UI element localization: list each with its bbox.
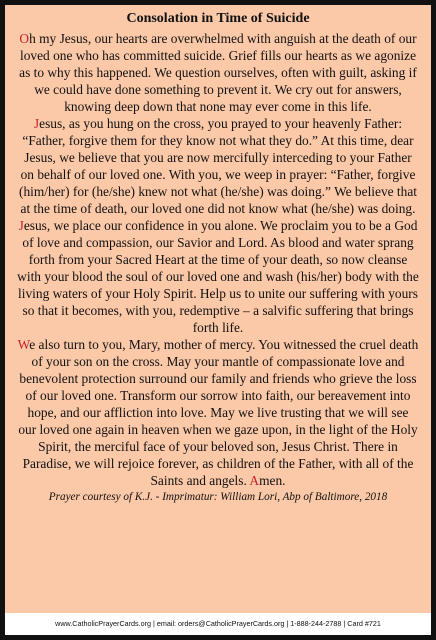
- card-title: Consolation in Time of Suicide: [126, 11, 310, 26]
- red-initial-letter: J: [18, 218, 24, 233]
- prayer-paragraph-2: [17, 115, 419, 217]
- paragraph-text: e also turn to you, Mary, mother of mercy. You witnessed the cruel death of your son on the cross. May your mantle of compassionate love and benevolent protection surround our family and friends who grieve the loss of our loved one. Transform our sorrow into faith, our bereavement into hope, and our affliction into love. May we live trusting that we will see our loved one again in heaven when we gaze upon, in the light of the Holy Spirit, the merciful face of your beloved son, Jesus Christ. There in Paradise, we will rejoice forever, as children of the Father, with all of the Saints and angels.: [18, 337, 419, 488]
- paragraph-text: h my Jesus, our hearts are overwhelmed with anguish at the death of our loved one who has committed suicide. Grief fills our hearts as we agonize as to why this happened. We question ourselves, often with guilt, asking if we could have done something to prevent it. We cry out for answers, knowing deep down that none may ever come in this life.: [19, 31, 417, 114]
- footer-contact-line: www.CatholicPrayerCards.org | email: orders@CatholicPrayerCards.org | 1-888-244-2788 | Card #721: [5, 613, 431, 635]
- prayer-paragraph-1: [17, 30, 419, 115]
- red-initial-letter: O: [19, 31, 30, 46]
- amen-initial-letter: A: [249, 473, 260, 488]
- amen-text: men.: [259, 473, 286, 488]
- paragraph-text: esus, we place our confidence in you alone. We proclaim you to be a God of love and compassion, our Savior and Lord. As blood and water sprang forth from your Sacred Heart at the time of your death, so now cleanse with your blood the soul of our loved one and wash (his/her) body with the living waters of your Holy Spirit. Help us to unite our suffering with yours so that it becomes, with you, redemptive – a salvific suffering that brings forth life.: [17, 218, 419, 335]
- prayer-courtesy-line: Prayer courtesy of K.J. - Imprimatur: William Lori, Abp of Baltimore, 2018: [48, 491, 388, 503]
- prayer-body: [17, 30, 419, 489]
- prayer-paragraph-3: [17, 217, 419, 336]
- red-initial-letter: J: [33, 116, 40, 131]
- red-initial-letter: W: [17, 337, 30, 352]
- paragraph-text: esus, as you hung on the cross, you prayed to your heavenly Father: “Father, forgive them for they know not what they do.” At this time, dear Jesus, we believe that you are now mercifully interceding to your Father on behalf of our loved one. With you, we weep in prayer: “Father, forgive (him/her) for (he/she) knew not what (he/she) was doing.” We believe that at the time of death, our loved one did not know what (he/she) was doing.: [18, 116, 418, 216]
- prayer-paragraph-4: [17, 336, 419, 489]
